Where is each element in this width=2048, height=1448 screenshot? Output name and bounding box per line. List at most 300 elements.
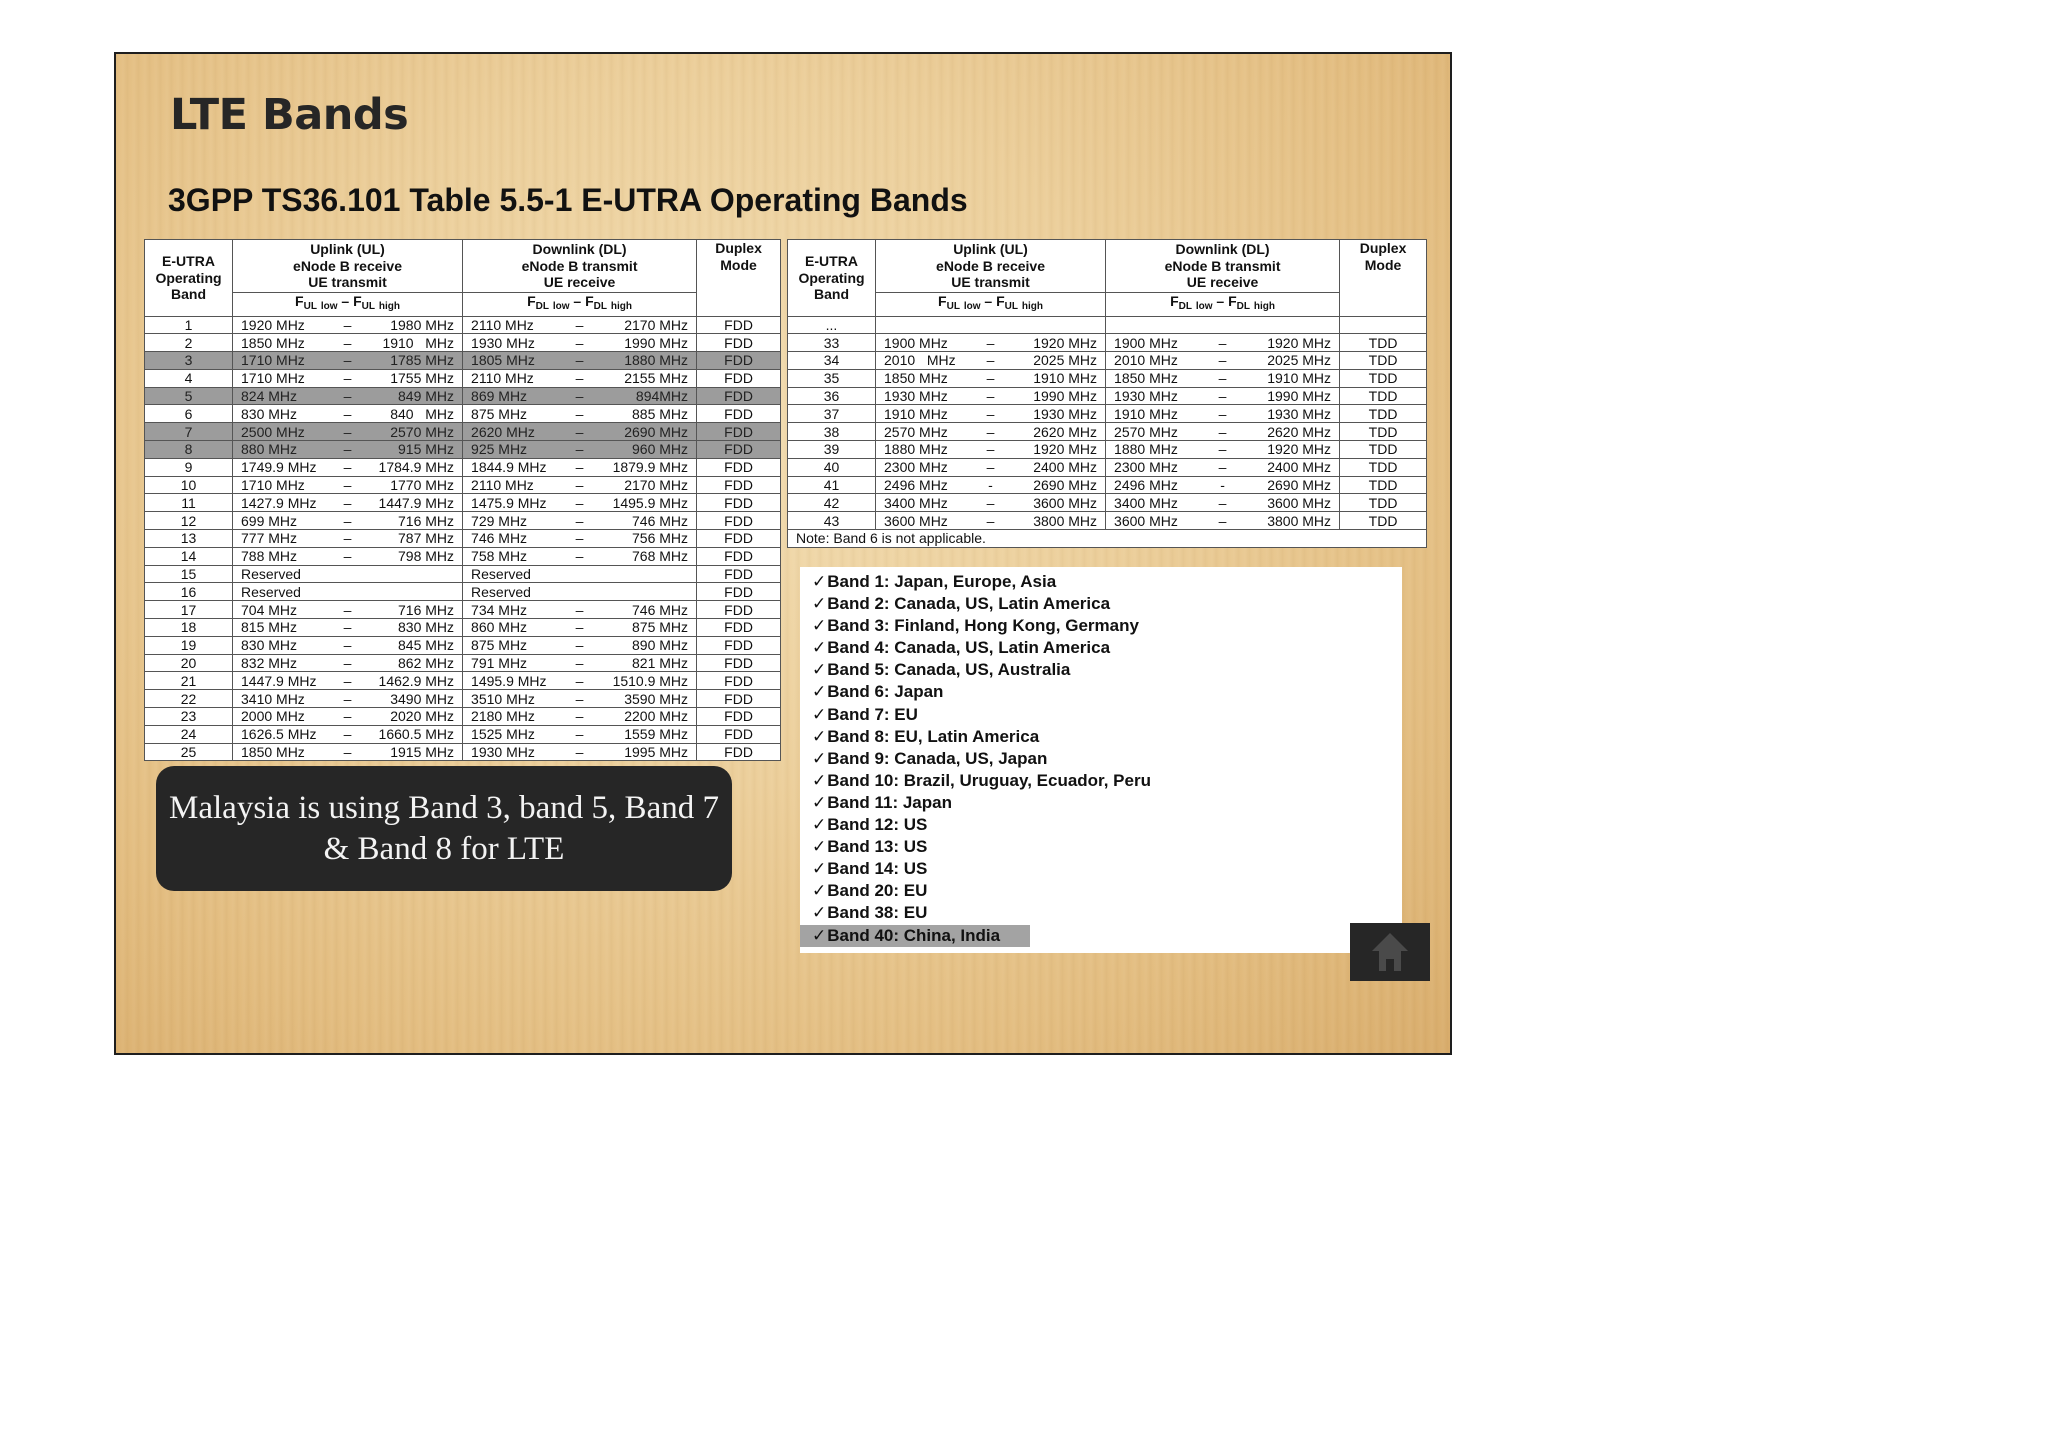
- ul-low-cell: 3410 MHz: [233, 690, 333, 708]
- dl-high-cell: 1510.9 MHz: [595, 672, 697, 690]
- table-row: [145, 476, 781, 494]
- duplex-mode-cell: TDD: [1340, 423, 1427, 441]
- table-row: [145, 636, 781, 654]
- ul-high-cell: 716 MHz: [363, 601, 463, 619]
- table-row: [145, 547, 781, 565]
- ul-sep-cell: –: [333, 690, 363, 708]
- dl-sep-cell: –: [1206, 334, 1240, 352]
- dl-low-cell: 1900 MHz: [1106, 334, 1206, 352]
- ul-low-cell: 1910 MHz: [876, 405, 974, 423]
- dl-high-cell: 890 MHz: [595, 636, 697, 654]
- band-cell: 10: [145, 476, 233, 494]
- ul-sep-cell: –: [974, 458, 1008, 476]
- dl-high-cell: 1559 MHz: [595, 725, 697, 743]
- table-row: [145, 708, 781, 726]
- band-region-text: Band 20: EU: [827, 881, 928, 901]
- header-band: E-UTRA Operating Band: [145, 240, 233, 317]
- bands-table-left-header: [145, 240, 781, 317]
- band-region-text: Band 11: Japan: [827, 792, 952, 812]
- band-cell: 35: [788, 369, 876, 387]
- dl-high-cell: 3600 MHz: [1240, 494, 1340, 512]
- dl-sep-cell: –: [565, 458, 595, 476]
- table-row: [145, 423, 781, 441]
- ul-sep-cell: [333, 565, 363, 583]
- ul-low-cell: 1749.9 MHz: [233, 458, 333, 476]
- dl-sep-cell: –: [1206, 423, 1240, 441]
- duplex-mode-cell: TDD: [1340, 405, 1427, 423]
- band-region-text: Band 8: EU, Latin America: [827, 726, 1040, 746]
- table-row: [788, 458, 1427, 476]
- ul-low-cell: 777 MHz: [233, 530, 333, 548]
- dl-high-cell: 3590 MHz: [595, 690, 697, 708]
- ul-high-cell: 2690 MHz: [1008, 476, 1106, 494]
- dl-high-cell: [595, 565, 697, 583]
- dl-low-cell: 746 MHz: [463, 530, 565, 548]
- header-downlink: Downlink (DL) eNode B transmit UE receive: [1106, 240, 1340, 293]
- table-row: [145, 316, 781, 334]
- slide: [114, 52, 1452, 1055]
- ul-high-cell: 1990 MHz: [1008, 387, 1106, 405]
- table-row: [145, 405, 781, 423]
- ul-high-cell: 2020 MHz: [363, 708, 463, 726]
- dl-high-cell: 2170 MHz: [595, 476, 697, 494]
- band-regions-list: [800, 571, 1402, 947]
- ul-sep-cell: –: [333, 619, 363, 637]
- band-cell: 12: [145, 512, 233, 530]
- dl-sep-cell: –: [1206, 405, 1240, 423]
- dl-high-cell: 1920 MHz: [1240, 334, 1340, 352]
- table-row: [145, 743, 781, 761]
- dl-high-cell: 1920 MHz: [1240, 441, 1340, 459]
- dl-high-cell: 768 MHz: [595, 547, 697, 565]
- ul-low-cell: 1930 MHz: [876, 387, 974, 405]
- ul-high-cell: 3800 MHz: [1008, 512, 1106, 530]
- band-region-item: [800, 748, 1402, 770]
- band-region-text: Band 38: EU: [827, 903, 928, 923]
- table-row: [145, 725, 781, 743]
- band-cell: 4: [145, 369, 233, 387]
- dl-low-cell: 758 MHz: [463, 547, 565, 565]
- ul-high-cell: 1785 MHz: [363, 352, 463, 370]
- duplex-mode-cell: FDD: [697, 476, 781, 494]
- ul-sep-cell: –: [974, 405, 1008, 423]
- duplex-mode-cell: TDD: [1340, 334, 1427, 352]
- ul-low-cell: 1900 MHz: [876, 334, 974, 352]
- ul-high-cell: 787 MHz: [363, 530, 463, 548]
- dl-low-cell: 1930 MHz: [1106, 387, 1206, 405]
- duplex-mode-cell: FDD: [697, 530, 781, 548]
- checkmark-icon: ✓: [812, 859, 827, 879]
- home-button[interactable]: [1350, 923, 1430, 981]
- band-region-item: [800, 880, 1402, 902]
- band-cell: 14: [145, 547, 233, 565]
- table-row: [145, 334, 781, 352]
- ul-sep-cell: –: [974, 512, 1008, 530]
- dl-high-cell: 2690 MHz: [595, 423, 697, 441]
- dl-high-cell: 1990 MHz: [595, 334, 697, 352]
- header-band: E-UTRA Operating Band: [788, 240, 876, 317]
- band-region-item: [800, 925, 1030, 947]
- duplex-mode-cell: FDD: [697, 441, 781, 459]
- table-row: [145, 512, 781, 530]
- ul-sep-cell: –: [333, 458, 363, 476]
- ul-low-cell: 1710 MHz: [233, 352, 333, 370]
- dl-sep-cell: –: [565, 494, 595, 512]
- ul-high-cell: 1910 MHz: [363, 334, 463, 352]
- ul-sep-cell: –: [333, 743, 363, 761]
- dl-low-cell: 3600 MHz: [1106, 512, 1206, 530]
- ul-sep-cell: –: [333, 316, 363, 334]
- ul-sep-cell: –: [333, 512, 363, 530]
- dl-sep-cell: [565, 583, 595, 601]
- ul-high-cell: 849 MHz: [363, 387, 463, 405]
- ul-low-cell: 1710 MHz: [233, 476, 333, 494]
- checkmark-icon: ✓: [812, 660, 827, 680]
- band-region-item: [800, 858, 1402, 880]
- duplex-mode-cell: FDD: [697, 725, 781, 743]
- ul-sep-cell: –: [333, 547, 363, 565]
- table-row: [788, 494, 1427, 512]
- band-region-text: Band 4: Canada, US, Latin America: [827, 638, 1111, 658]
- band-region-item: [800, 836, 1402, 858]
- header-dl-formula: $F_{DL}$ $_{low} - F_{DL}$ $_{high}$: [1106, 293, 1340, 317]
- header-downlink: Downlink (DL) eNode B transmit UE receive: [463, 240, 697, 293]
- table-row: [145, 369, 781, 387]
- duplex-mode-cell: FDD: [697, 405, 781, 423]
- band-cell: 42: [788, 494, 876, 512]
- ul-sep-cell: –: [333, 636, 363, 654]
- ul-high-cell: 1784.9 MHz: [363, 458, 463, 476]
- table-row: [788, 423, 1427, 441]
- bands-table-right: [787, 239, 1427, 548]
- band-region-item: [800, 571, 1402, 593]
- dl-sep-cell: –: [565, 654, 595, 672]
- table-note: Note: Band 6 is not applicable.: [788, 530, 1427, 548]
- dl-sep-cell: –: [1206, 387, 1240, 405]
- dl-high-cell: 2170 MHz: [595, 316, 697, 334]
- ul-low-cell: Reserved: [233, 565, 333, 583]
- dl-low-cell: 3400 MHz: [1106, 494, 1206, 512]
- ul-high-cell: 862 MHz: [363, 654, 463, 672]
- band-cell: 20: [145, 654, 233, 672]
- bands-table-left: [144, 239, 781, 761]
- dl-high-cell: [1240, 316, 1340, 334]
- dl-high-cell: 2400 MHz: [1240, 458, 1340, 476]
- ul-high-cell: 1755 MHz: [363, 369, 463, 387]
- header-ul-formula: $F_{UL}$ $_{low} - F_{UL}$ $_{high}$: [876, 293, 1106, 317]
- duplex-mode-cell: FDD: [697, 654, 781, 672]
- table-row: [788, 369, 1427, 387]
- table-row: [788, 476, 1427, 494]
- dl-sep-cell: –: [565, 387, 595, 405]
- ul-sep-cell: –: [333, 530, 363, 548]
- dl-sep-cell: –: [1206, 369, 1240, 387]
- band-cell: 38: [788, 423, 876, 441]
- band-region-item: [800, 704, 1402, 726]
- ul-low-cell: 880 MHz: [233, 441, 333, 459]
- dl-low-cell: [1106, 316, 1206, 334]
- ul-high-cell: 1447.9 MHz: [363, 494, 463, 512]
- ul-high-cell: 716 MHz: [363, 512, 463, 530]
- table-row: [145, 601, 781, 619]
- duplex-mode-cell: FDD: [697, 352, 781, 370]
- bands-table-left-body: [145, 316, 781, 761]
- ul-high-cell: 1915 MHz: [363, 743, 463, 761]
- table-row: [145, 619, 781, 637]
- dl-low-cell: 734 MHz: [463, 601, 565, 619]
- ul-low-cell: 704 MHz: [233, 601, 333, 619]
- ul-sep-cell: –: [974, 423, 1008, 441]
- dl-sep-cell: –: [565, 708, 595, 726]
- ul-low-cell: 1427.9 MHz: [233, 494, 333, 512]
- band-cell: 9: [145, 458, 233, 476]
- table-row: [145, 654, 781, 672]
- band-cell: 6: [145, 405, 233, 423]
- ul-low-cell: 788 MHz: [233, 547, 333, 565]
- checkmark-icon: ✓: [812, 792, 827, 812]
- ul-sep-cell: –: [974, 352, 1008, 370]
- slide-subtitle: 3GPP TS36.101 Table 5.5-1 E-UTRA Operating Bands: [168, 182, 968, 218]
- band-cell: 41: [788, 476, 876, 494]
- table-row: [788, 387, 1427, 405]
- duplex-mode-cell: FDD: [697, 512, 781, 530]
- band-region-item: [800, 792, 1402, 814]
- duplex-mode-cell: FDD: [697, 565, 781, 583]
- dl-low-cell: 1475.9 MHz: [463, 494, 565, 512]
- duplex-mode-cell: FDD: [697, 423, 781, 441]
- band-region-text: Band 6: Japan: [827, 682, 944, 702]
- table-row: [145, 441, 781, 459]
- dl-low-cell: 2570 MHz: [1106, 423, 1206, 441]
- table-row: [788, 316, 1427, 334]
- band-cell: 43: [788, 512, 876, 530]
- band-cell: 8: [145, 441, 233, 459]
- dl-high-cell: 1995 MHz: [595, 743, 697, 761]
- dl-low-cell: 875 MHz: [463, 405, 565, 423]
- ul-sep-cell: –: [974, 387, 1008, 405]
- band-region-text: Band 10: Brazil, Uruguay, Ecuador, Peru: [827, 770, 1151, 790]
- dl-sep-cell: –: [1206, 512, 1240, 530]
- band-region-item: [800, 593, 1402, 615]
- checkmark-icon: ✓: [812, 925, 827, 945]
- duplex-mode-cell: FDD: [697, 547, 781, 565]
- band-cell: 25: [145, 743, 233, 761]
- band-region-text: Band 40: China, India: [827, 925, 1001, 945]
- checkmark-icon: ✓: [812, 682, 827, 702]
- ul-low-cell: 2570 MHz: [876, 423, 974, 441]
- dl-sep-cell: –: [565, 547, 595, 565]
- ul-low-cell: 824 MHz: [233, 387, 333, 405]
- duplex-mode-cell: FDD: [697, 583, 781, 601]
- ul-low-cell: 2496 MHz: [876, 476, 974, 494]
- ul-sep-cell: [333, 583, 363, 601]
- ul-sep-cell: -: [974, 476, 1008, 494]
- band-cell: 7: [145, 423, 233, 441]
- ul-high-cell: 2400 MHz: [1008, 458, 1106, 476]
- ul-high-cell: 1980 MHz: [363, 316, 463, 334]
- dl-sep-cell: –: [565, 512, 595, 530]
- dl-sep-cell: –: [565, 672, 595, 690]
- duplex-mode-cell: FDD: [697, 690, 781, 708]
- ul-high-cell: 1770 MHz: [363, 476, 463, 494]
- header-duplex: Duplex Mode: [1340, 240, 1427, 317]
- ul-high-cell: 3490 MHz: [363, 690, 463, 708]
- dl-high-cell: 1930 MHz: [1240, 405, 1340, 423]
- dl-sep-cell: –: [1206, 352, 1240, 370]
- dl-low-cell: 2620 MHz: [463, 423, 565, 441]
- band-cell: 3: [145, 352, 233, 370]
- dl-sep-cell: –: [565, 423, 595, 441]
- duplex-mode-cell: TDD: [1340, 369, 1427, 387]
- ul-sep-cell: –: [333, 334, 363, 352]
- dl-high-cell: 875 MHz: [595, 619, 697, 637]
- dl-high-cell: 821 MHz: [595, 654, 697, 672]
- ul-high-cell: 1462.9 MHz: [363, 672, 463, 690]
- duplex-mode-cell: TDD: [1340, 352, 1427, 370]
- dl-high-cell: 1879.9 MHz: [595, 458, 697, 476]
- checkmark-icon: ✓: [812, 748, 827, 768]
- duplex-mode-cell: FDD: [697, 369, 781, 387]
- dl-high-cell: 885 MHz: [595, 405, 697, 423]
- dl-sep-cell: –: [565, 636, 595, 654]
- header-ul-formula: $F_{UL}$ $_{low} - F_{UL}$ $_{high}$: [233, 293, 463, 317]
- ul-high-cell: 798 MHz: [363, 547, 463, 565]
- dl-sep-cell: –: [565, 476, 595, 494]
- band-cell: 17: [145, 601, 233, 619]
- dl-sep-cell: –: [565, 352, 595, 370]
- ul-sep-cell: –: [333, 476, 363, 494]
- dl-sep-cell: –: [1206, 441, 1240, 459]
- ul-high-cell: 1660.5 MHz: [363, 725, 463, 743]
- duplex-mode-cell: FDD: [697, 619, 781, 637]
- dl-low-cell: 1880 MHz: [1106, 441, 1206, 459]
- table-row: [145, 565, 781, 583]
- dl-low-cell: 1525 MHz: [463, 725, 565, 743]
- table-row: [145, 387, 781, 405]
- duplex-mode-cell: TDD: [1340, 512, 1427, 530]
- band-cell: 39: [788, 441, 876, 459]
- band-cell: 2: [145, 334, 233, 352]
- dl-low-cell: 2300 MHz: [1106, 458, 1206, 476]
- duplex-mode-cell: TDD: [1340, 441, 1427, 459]
- band-region-text: Band 13: US: [827, 837, 928, 857]
- duplex-mode-cell: FDD: [697, 334, 781, 352]
- band-region-item: [800, 681, 1402, 703]
- dl-low-cell: 791 MHz: [463, 654, 565, 672]
- ul-low-cell: 2000 MHz: [233, 708, 333, 726]
- dl-sep-cell: –: [565, 743, 595, 761]
- dl-low-cell: 860 MHz: [463, 619, 565, 637]
- dl-high-cell: 1880 MHz: [595, 352, 697, 370]
- bands-table-right-header: [788, 240, 1427, 317]
- band-cell: 21: [145, 672, 233, 690]
- band-cell: 40: [788, 458, 876, 476]
- dl-sep-cell: –: [565, 316, 595, 334]
- duplex-mode-cell: TDD: [1340, 476, 1427, 494]
- dl-low-cell: 1805 MHz: [463, 352, 565, 370]
- ul-sep-cell: –: [333, 494, 363, 512]
- checkmark-icon: ✓: [812, 616, 827, 636]
- ul-low-cell: 1850 MHz: [876, 369, 974, 387]
- band-cell: 15: [145, 565, 233, 583]
- dl-high-cell: 960 MHz: [595, 441, 697, 459]
- band-regions-panel: [800, 567, 1402, 953]
- dl-high-cell: 746 MHz: [595, 512, 697, 530]
- ul-low-cell: 3600 MHz: [876, 512, 974, 530]
- band-region-item: [800, 637, 1402, 659]
- dl-sep-cell: –: [565, 441, 595, 459]
- ul-high-cell: 2570 MHz: [363, 423, 463, 441]
- ul-sep-cell: –: [974, 334, 1008, 352]
- dl-sep-cell: [565, 565, 595, 583]
- callout-text: Malaysia is using Band 3, band 5, Band 7 & Band 8 for LTE: [169, 789, 719, 867]
- dl-high-cell: [595, 583, 697, 601]
- checkmark-icon: ✓: [812, 903, 827, 923]
- ul-sep-cell: –: [333, 601, 363, 619]
- dl-low-cell: 869 MHz: [463, 387, 565, 405]
- dl-low-cell: 2110 MHz: [463, 369, 565, 387]
- table-row: [145, 530, 781, 548]
- band-region-item: [800, 770, 1402, 792]
- dl-sep-cell: –: [565, 334, 595, 352]
- dl-high-cell: 1495.9 MHz: [595, 494, 697, 512]
- duplex-mode-cell: FDD: [697, 743, 781, 761]
- dl-sep-cell: –: [1206, 458, 1240, 476]
- ul-sep-cell: [974, 316, 1008, 334]
- band-cell: 13: [145, 530, 233, 548]
- ul-sep-cell: –: [333, 441, 363, 459]
- ul-sep-cell: –: [333, 672, 363, 690]
- checkmark-icon: ✓: [812, 837, 827, 857]
- dl-low-cell: 2110 MHz: [463, 476, 565, 494]
- dl-high-cell: 894MHz: [595, 387, 697, 405]
- ul-high-cell: [363, 583, 463, 601]
- ul-low-cell: 1626.5 MHz: [233, 725, 333, 743]
- ul-low-cell: 2010 MHz: [876, 352, 974, 370]
- table-row: [788, 441, 1427, 459]
- ul-high-cell: 2620 MHz: [1008, 423, 1106, 441]
- ul-sep-cell: –: [333, 369, 363, 387]
- dl-low-cell: 2496 MHz: [1106, 476, 1206, 494]
- dl-sep-cell: –: [565, 601, 595, 619]
- ul-sep-cell: –: [333, 423, 363, 441]
- table-row: [788, 512, 1427, 530]
- band-region-text: Band 12: US: [827, 815, 928, 835]
- band-cell: 34: [788, 352, 876, 370]
- ul-low-cell: 1850 MHz: [233, 743, 333, 761]
- ul-low-cell: 2500 MHz: [233, 423, 333, 441]
- ul-sep-cell: –: [333, 405, 363, 423]
- ul-low-cell: 830 MHz: [233, 405, 333, 423]
- band-cell: 23: [145, 708, 233, 726]
- table-row: [788, 405, 1427, 423]
- dl-low-cell: 925 MHz: [463, 441, 565, 459]
- ul-low-cell: 2300 MHz: [876, 458, 974, 476]
- duplex-mode-cell: FDD: [697, 494, 781, 512]
- band-cell: 18: [145, 619, 233, 637]
- dl-low-cell: 1850 MHz: [1106, 369, 1206, 387]
- ul-high-cell: 845 MHz: [363, 636, 463, 654]
- band-region-text: Band 7: EU: [827, 704, 918, 724]
- ul-sep-cell: –: [333, 654, 363, 672]
- dl-low-cell: 1930 MHz: [463, 743, 565, 761]
- ul-high-cell: 915 MHz: [363, 441, 463, 459]
- dl-low-cell: 729 MHz: [463, 512, 565, 530]
- dl-sep-cell: –: [565, 619, 595, 637]
- dl-high-cell: 2620 MHz: [1240, 423, 1340, 441]
- header-uplink: Uplink (UL) eNode B receive UE transmit: [233, 240, 463, 293]
- duplex-mode-cell: TDD: [1340, 387, 1427, 405]
